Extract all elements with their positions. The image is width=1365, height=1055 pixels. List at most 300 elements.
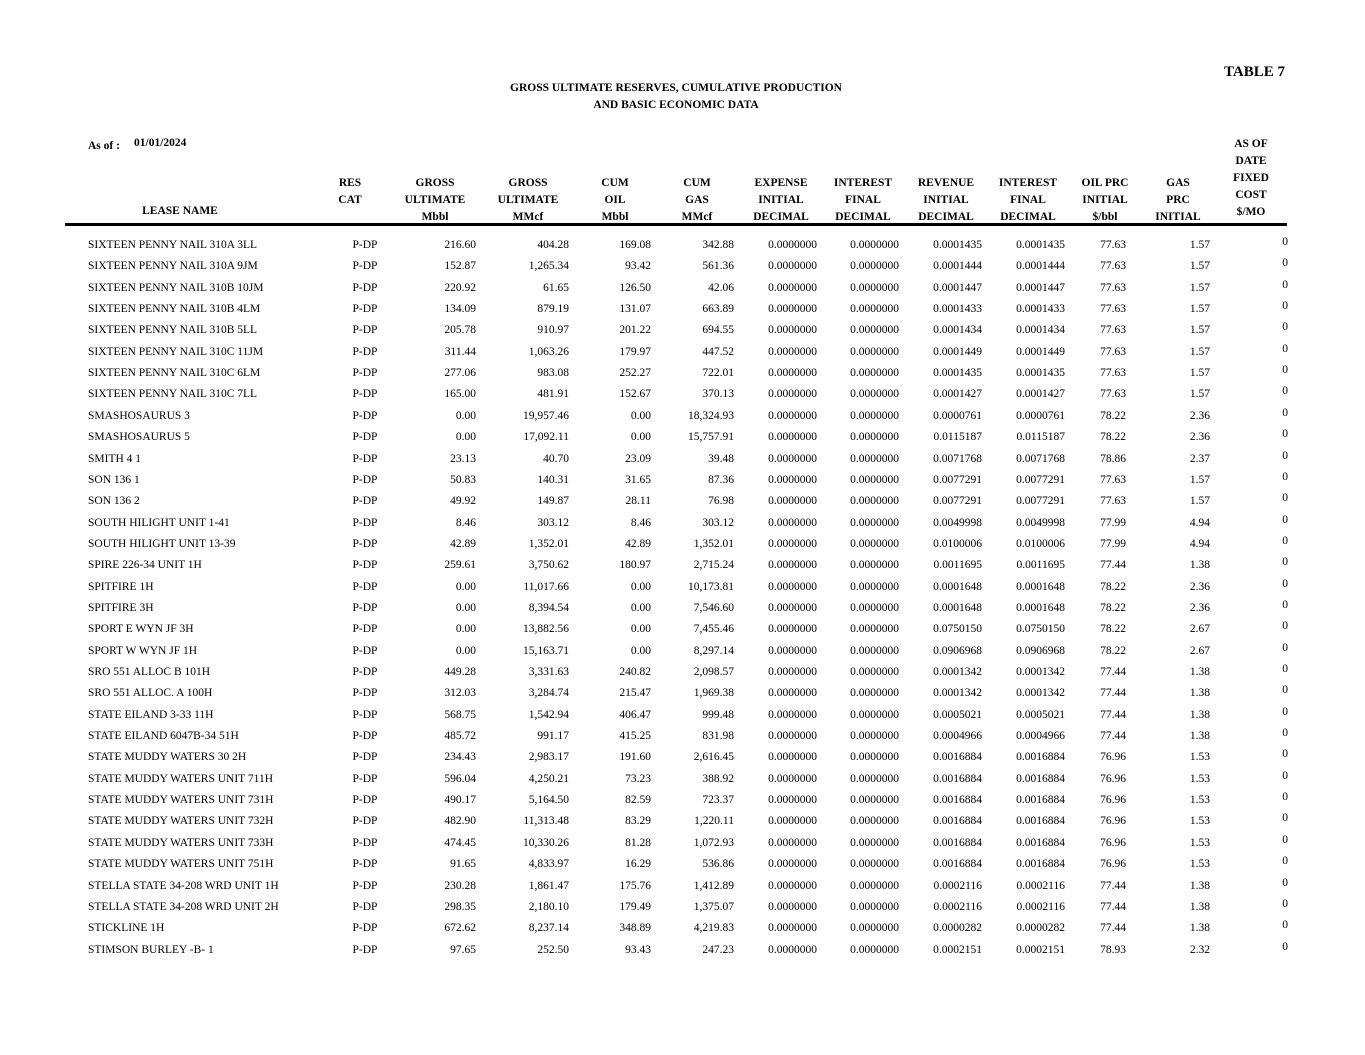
table-row xyxy=(0,814,1365,835)
cell-revenue-decimal: 0.0071768 xyxy=(933,452,982,465)
cell-interest-final-decimal: 0.0049998 xyxy=(1016,516,1065,529)
cell-gas-price: 1.38 xyxy=(1189,730,1210,743)
cell-interest-final-decimal: 0.0001449 xyxy=(1016,345,1065,358)
cell-interest-final-decimal: 0.0000761 xyxy=(1016,409,1065,422)
cell-res-cat: P-DP xyxy=(352,345,378,358)
cell-revenue-decimal: 0.0001434 xyxy=(933,324,982,337)
cell-fixed-cost: 0 xyxy=(1282,897,1288,910)
cell-fixed-cost: 0 xyxy=(1282,620,1288,633)
cell-cum-oil: 0.00 xyxy=(630,580,651,593)
cell-lease-name: SIXTEEN PENNY NAIL 310C 11JM xyxy=(88,345,264,358)
cell-res-cat: P-DP xyxy=(352,431,378,444)
cell-interest-final-decimal: 0.0016884 xyxy=(1016,815,1065,828)
header-oil-price: OIL PRC INITIAL $/bbl xyxy=(1081,177,1129,223)
cell-oil-price: 76.96 xyxy=(1100,836,1126,849)
cell-interest-final-decimal: 0.0001435 xyxy=(1016,367,1065,380)
cell-fixed-cost: 0 xyxy=(1282,598,1288,611)
cell-res-cat: P-DP xyxy=(352,751,378,764)
cell-fixed-cost: 0 xyxy=(1282,278,1288,291)
cell-interest-initial-decimal: 0.0000000 xyxy=(850,495,899,508)
cell-gross-ultimate-gas: 303.12 xyxy=(537,516,569,529)
cell-cum-gas: 388.92 xyxy=(702,772,734,785)
cell-gross-ultimate-oil: 298.35 xyxy=(444,900,476,913)
cell-gross-ultimate-oil: 596.04 xyxy=(444,772,476,785)
cell-interest-initial-decimal: 0.0000000 xyxy=(850,879,899,892)
cell-cum-oil: 175.76 xyxy=(619,879,651,892)
cell-gross-ultimate-oil: 672.62 xyxy=(444,922,476,935)
cell-cum-gas: 1,352.01 xyxy=(693,537,734,550)
cell-interest-initial-decimal: 0.0000000 xyxy=(850,324,899,337)
cell-gas-price: 1.38 xyxy=(1189,559,1210,572)
cell-gross-ultimate-gas: 1,542.94 xyxy=(528,708,569,721)
cell-res-cat: P-DP xyxy=(352,900,378,913)
cell-lease-name: SRO 551 ALLOC. A 100H xyxy=(88,687,213,700)
cell-res-cat: P-DP xyxy=(352,772,378,785)
cell-gross-ultimate-oil: 42.89 xyxy=(450,537,476,550)
cell-gas-price: 2.36 xyxy=(1189,431,1210,444)
cell-fixed-cost: 0 xyxy=(1282,257,1288,270)
cell-oil-price: 76.96 xyxy=(1100,751,1126,764)
cell-interest-initial-decimal: 0.0000000 xyxy=(850,580,899,593)
cell-gross-ultimate-gas: 11,313.48 xyxy=(523,815,569,828)
cell-gross-ultimate-gas: 5,164.50 xyxy=(528,794,569,807)
cell-oil-price: 76.96 xyxy=(1100,772,1126,785)
cell-gross-ultimate-oil: 234.43 xyxy=(444,751,476,764)
table-row xyxy=(0,940,1365,964)
cell-res-cat: P-DP xyxy=(352,922,378,935)
cell-gross-ultimate-oil: 50.83 xyxy=(450,473,476,486)
cell-cum-gas: 42.06 xyxy=(708,281,734,294)
cell-revenue-decimal: 0.0016884 xyxy=(933,772,982,785)
cell-lease-name: SMASHOSAURUS 5 xyxy=(88,431,190,444)
cell-gross-ultimate-oil: 97.65 xyxy=(450,943,476,956)
cell-oil-price: 77.63 xyxy=(1100,473,1126,486)
cell-interest-final-decimal: 0.0002116 xyxy=(1016,879,1065,892)
table-row xyxy=(0,876,1365,900)
cell-lease-name: STATE MUDDY WATERS UNIT 732H xyxy=(88,815,274,828)
cell-interest-initial-decimal: 0.0000000 xyxy=(850,751,899,764)
cell-interest-initial-decimal: 0.0000000 xyxy=(850,772,899,785)
cell-expense-decimal: 0.0000000 xyxy=(768,772,817,785)
cell-cum-gas: 18,324.93 xyxy=(688,409,734,422)
cell-gas-price: 1.57 xyxy=(1189,239,1210,251)
cell-interest-initial-decimal: 0.0000000 xyxy=(850,644,899,657)
cell-res-cat: P-DP xyxy=(352,516,378,529)
table-row xyxy=(0,641,1365,665)
cell-expense-decimal: 0.0000000 xyxy=(768,303,817,316)
cell-gross-ultimate-oil: 23.13 xyxy=(450,452,476,465)
cell-interest-final-decimal: 0.0001648 xyxy=(1016,601,1065,614)
cell-gas-price: 1.53 xyxy=(1189,836,1210,849)
cell-cum-gas: 87.36 xyxy=(708,473,734,486)
cell-lease-name: STATE EILAND 6047B-34 51H xyxy=(88,730,239,743)
cell-res-cat: P-DP xyxy=(352,794,378,807)
cell-gross-ultimate-gas: 15,163.71 xyxy=(523,644,569,657)
cell-expense-decimal: 0.0000000 xyxy=(768,345,817,358)
cell-fixed-cost: 0 xyxy=(1282,791,1288,804)
table-row xyxy=(0,750,1365,771)
cell-oil-price: 77.63 xyxy=(1100,388,1126,401)
cell-interest-final-decimal: 0.0100006 xyxy=(1016,537,1065,550)
cell-expense-decimal: 0.0000000 xyxy=(768,836,817,849)
cell-gross-ultimate-gas: 983.08 xyxy=(537,367,569,380)
cell-oil-price: 78.22 xyxy=(1100,409,1126,422)
cell-revenue-decimal: 0.0001342 xyxy=(933,666,982,678)
table-row xyxy=(0,430,1365,451)
cell-interest-final-decimal: 0.0077291 xyxy=(1016,495,1065,508)
cell-lease-name: SPORT E WYN JF 3H xyxy=(88,623,194,636)
cell-gas-price: 1.53 xyxy=(1189,772,1210,785)
cell-fixed-cost: 0 xyxy=(1282,385,1288,398)
cell-gross-ultimate-gas: 19,957.46 xyxy=(523,409,569,422)
cell-gross-ultimate-gas: 2,180.10 xyxy=(528,900,569,913)
cell-lease-name: SMASHOSAURUS 3 xyxy=(88,409,190,422)
cell-cum-oil: 406.47 xyxy=(619,708,651,721)
cell-lease-name: STATE MUDDY WATERS 30 2H xyxy=(88,751,247,764)
cell-interest-final-decimal: 0.0001342 xyxy=(1016,666,1065,678)
cell-gross-ultimate-gas: 991.17 xyxy=(537,730,569,743)
cell-revenue-decimal: 0.0077291 xyxy=(933,473,982,486)
cell-revenue-decimal: 0.0001435 xyxy=(933,239,982,251)
cell-interest-final-decimal: 0.0001434 xyxy=(1016,324,1065,337)
cell-gross-ultimate-oil: 165.00 xyxy=(444,388,476,401)
cell-oil-price: 78.22 xyxy=(1100,644,1126,657)
cell-revenue-decimal: 0.0016884 xyxy=(933,858,982,871)
cell-res-cat: P-DP xyxy=(352,666,378,678)
table-row xyxy=(0,342,1365,366)
cell-res-cat: P-DP xyxy=(352,559,378,572)
cell-expense-decimal: 0.0000000 xyxy=(768,239,817,251)
cell-interest-final-decimal: 0.0016884 xyxy=(1016,858,1065,871)
cell-interest-initial-decimal: 0.0000000 xyxy=(850,345,899,358)
cell-res-cat: P-DP xyxy=(352,409,378,422)
cell-revenue-decimal: 0.0100006 xyxy=(933,537,982,550)
cell-cum-oil: 93.42 xyxy=(625,260,651,273)
cell-res-cat: P-DP xyxy=(352,708,378,721)
cell-fixed-cost: 0 xyxy=(1282,812,1288,825)
cell-gas-price: 1.57 xyxy=(1189,345,1210,358)
cell-gross-ultimate-gas: 3,750.62 xyxy=(528,559,569,572)
cell-lease-name: SPITFIRE 3H xyxy=(88,601,154,614)
cell-gross-ultimate-gas: 4,833.97 xyxy=(528,858,569,871)
cell-gross-ultimate-oil: 277.06 xyxy=(444,367,476,380)
cell-gross-ultimate-gas: 10,330.26 xyxy=(523,836,569,849)
cell-cum-oil: 415.25 xyxy=(619,730,651,743)
table-row xyxy=(0,921,1365,942)
cell-revenue-decimal: 0.0049998 xyxy=(933,516,982,529)
cell-res-cat: P-DP xyxy=(352,879,378,892)
cell-oil-price: 78.22 xyxy=(1100,623,1126,636)
cell-revenue-decimal: 0.0000282 xyxy=(933,922,982,935)
cell-interest-initial-decimal: 0.0000000 xyxy=(850,260,899,273)
cell-interest-initial-decimal: 0.0000000 xyxy=(850,666,899,678)
cell-gross-ultimate-gas: 404.28 xyxy=(537,239,569,251)
cell-interest-final-decimal: 0.0002116 xyxy=(1016,900,1065,913)
cell-gross-ultimate-gas: 149.87 xyxy=(537,495,569,508)
cell-res-cat: P-DP xyxy=(352,303,378,316)
cell-oil-price: 77.44 xyxy=(1100,922,1126,935)
cell-cum-oil: 126.50 xyxy=(619,281,651,294)
cell-gas-price: 1.57 xyxy=(1189,388,1210,401)
cell-lease-name: SOUTH HILIGHT UNIT 1-41 xyxy=(88,516,230,529)
cell-cum-oil: 348.89 xyxy=(619,922,651,935)
cell-expense-decimal: 0.0000000 xyxy=(768,537,817,550)
cell-interest-initial-decimal: 0.0000000 xyxy=(850,836,899,849)
cell-cum-oil: 8.46 xyxy=(630,516,651,529)
table-row xyxy=(0,857,1365,878)
table-row xyxy=(0,558,1365,579)
cell-gas-price: 1.57 xyxy=(1189,495,1210,508)
cell-expense-decimal: 0.0000000 xyxy=(768,623,817,636)
cell-fixed-cost: 0 xyxy=(1282,684,1288,697)
cell-expense-decimal: 0.0000000 xyxy=(768,431,817,444)
cell-fixed-cost: 0 xyxy=(1282,342,1288,355)
cell-interest-initial-decimal: 0.0000000 xyxy=(850,409,899,422)
cell-interest-final-decimal: 0.0001444 xyxy=(1016,260,1065,273)
cell-revenue-decimal: 0.0016884 xyxy=(933,794,982,807)
cell-res-cat: P-DP xyxy=(352,452,378,465)
cell-interest-initial-decimal: 0.0000000 xyxy=(850,601,899,614)
cell-interest-final-decimal: 0.0002151 xyxy=(1016,943,1065,956)
cell-expense-decimal: 0.0000000 xyxy=(768,367,817,380)
cell-oil-price: 76.96 xyxy=(1100,815,1126,828)
cell-interest-initial-decimal: 0.0000000 xyxy=(850,900,899,913)
cell-gas-price: 1.38 xyxy=(1189,900,1210,913)
cell-gas-price: 1.57 xyxy=(1189,324,1210,337)
cell-revenue-decimal: 0.0001427 xyxy=(933,388,982,401)
report-title-line-1: GROSS ULTIMATE RESERVES, CUMULATIVE PRODUCTION xyxy=(510,82,842,94)
cell-expense-decimal: 0.0000000 xyxy=(768,516,817,529)
cell-cum-gas: 10,173.81 xyxy=(688,580,734,593)
cell-expense-decimal: 0.0000000 xyxy=(768,388,817,401)
cell-revenue-decimal: 0.0001648 xyxy=(933,580,982,593)
cell-res-cat: P-DP xyxy=(352,388,378,401)
cell-res-cat: P-DP xyxy=(352,281,378,294)
cell-res-cat: P-DP xyxy=(352,239,378,251)
cell-cum-oil: 0.00 xyxy=(630,601,651,614)
cell-gross-ultimate-oil: 0.00 xyxy=(455,409,476,422)
cell-oil-price: 77.44 xyxy=(1100,900,1126,913)
cell-interest-initial-decimal: 0.0000000 xyxy=(850,473,899,486)
cell-lease-name: STATE MUDDY WATERS UNIT 733H xyxy=(88,836,274,849)
cell-fixed-cost: 0 xyxy=(1282,513,1288,526)
cell-cum-oil: 28.11 xyxy=(625,495,651,508)
cell-interest-final-decimal: 0.0001447 xyxy=(1016,281,1065,294)
cell-cum-oil: 0.00 xyxy=(630,409,651,422)
cell-cum-oil: 0.00 xyxy=(630,623,651,636)
cell-oil-price: 77.44 xyxy=(1100,708,1126,721)
cell-gross-ultimate-gas: 140.31 xyxy=(537,473,569,486)
cell-res-cat: P-DP xyxy=(352,815,378,828)
cell-fixed-cost: 0 xyxy=(1282,406,1288,419)
cell-cum-gas: 2,098.57 xyxy=(693,666,734,678)
cell-interest-initial-decimal: 0.0000000 xyxy=(850,623,899,636)
cell-interest-final-decimal: 0.0005021 xyxy=(1016,708,1065,721)
cell-cum-gas: 7,546.60 xyxy=(693,601,734,614)
cell-cum-oil: 93.43 xyxy=(625,943,651,956)
table-row xyxy=(0,366,1365,387)
cell-expense-decimal: 0.0000000 xyxy=(768,730,817,743)
cell-gross-ultimate-gas: 3,331.63 xyxy=(528,666,569,678)
header-gross-ultimate-oil: GROSS ULTIMATE Mbbl xyxy=(404,177,466,223)
cell-revenue-decimal: 0.0001447 xyxy=(933,281,982,294)
cell-gross-ultimate-oil: 482.90 xyxy=(444,815,476,828)
cell-fixed-cost: 0 xyxy=(1282,236,1288,248)
cell-interest-initial-decimal: 0.0000000 xyxy=(850,730,899,743)
cell-interest-final-decimal: 0.0016884 xyxy=(1016,772,1065,785)
cell-res-cat: P-DP xyxy=(352,601,378,614)
cell-res-cat: P-DP xyxy=(352,580,378,593)
cell-lease-name: SIXTEEN PENNY NAIL 310A 9JM xyxy=(88,260,258,273)
cell-res-cat: P-DP xyxy=(352,836,378,849)
cell-revenue-decimal: 0.0016884 xyxy=(933,836,982,849)
cell-expense-decimal: 0.0000000 xyxy=(768,324,817,337)
cell-res-cat: P-DP xyxy=(352,260,378,273)
cell-gross-ultimate-oil: 220.92 xyxy=(444,281,476,294)
cell-interest-final-decimal: 0.0004966 xyxy=(1016,730,1065,743)
cell-interest-initial-decimal: 0.0000000 xyxy=(850,708,899,721)
cell-gross-ultimate-gas: 481.91 xyxy=(537,388,569,401)
cell-oil-price: 77.44 xyxy=(1100,687,1126,700)
table-row xyxy=(0,705,1365,729)
cell-oil-price: 78.86 xyxy=(1100,452,1126,465)
cell-cum-gas: 39.48 xyxy=(708,452,734,465)
cell-gross-ultimate-oil: 0.00 xyxy=(455,601,476,614)
cell-gross-ultimate-oil: 49.92 xyxy=(450,495,476,508)
table-row xyxy=(0,534,1365,558)
table-row xyxy=(0,769,1365,793)
cell-expense-decimal: 0.0000000 xyxy=(768,559,817,572)
cell-cum-oil: 16.29 xyxy=(625,858,651,871)
header-revenue: REVENUE INITIAL DECIMAL xyxy=(917,177,975,223)
table-row xyxy=(0,793,1365,814)
cell-cum-oil: 82.59 xyxy=(625,794,651,807)
cell-revenue-decimal: 0.0004966 xyxy=(933,730,982,743)
cell-revenue-decimal: 0.0005021 xyxy=(933,708,982,721)
cell-oil-price: 76.96 xyxy=(1100,794,1126,807)
cell-gross-ultimate-gas: 4,250.21 xyxy=(528,772,569,785)
cell-interest-final-decimal: 0.0001342 xyxy=(1016,687,1065,700)
cell-fixed-cost: 0 xyxy=(1282,748,1288,761)
cell-lease-name: SIXTEEN PENNY NAIL 310B 5LL xyxy=(88,324,258,337)
header-fixed-cost: AS OF DATE FIXED COST $/MO xyxy=(1233,138,1269,218)
cell-gross-ultimate-oil: 91.65 xyxy=(450,858,476,871)
cell-revenue-decimal: 0.0001444 xyxy=(933,260,982,273)
cell-gross-ultimate-gas: 910.97 xyxy=(537,324,569,337)
cell-gross-ultimate-gas: 17,092.11 xyxy=(523,431,569,444)
cell-expense-decimal: 0.0000000 xyxy=(768,794,817,807)
cell-gross-ultimate-oil: 312.03 xyxy=(444,687,476,700)
table-row xyxy=(0,406,1365,430)
cell-res-cat: P-DP xyxy=(352,495,378,508)
header-interest-initial: INTEREST FINAL DECIMAL xyxy=(833,177,893,223)
cell-gross-ultimate-oil: 490.17 xyxy=(444,794,476,807)
table-row xyxy=(0,278,1365,302)
table-row xyxy=(0,323,1365,344)
cell-fixed-cost: 0 xyxy=(1282,470,1288,483)
cell-lease-name: SIXTEEN PENNY NAIL 310B 4LM xyxy=(88,303,261,316)
cell-cum-gas: 1,375.07 xyxy=(693,900,734,913)
cell-interest-final-decimal: 0.0001427 xyxy=(1016,388,1065,401)
cell-fixed-cost: 0 xyxy=(1282,940,1288,953)
cell-cum-gas: 694.55 xyxy=(702,324,734,337)
cell-expense-decimal: 0.0000000 xyxy=(768,644,817,657)
cell-cum-gas: 2,616.45 xyxy=(693,751,734,764)
cell-expense-decimal: 0.0000000 xyxy=(768,260,817,273)
cell-cum-gas: 447.52 xyxy=(702,345,734,358)
cell-gas-price: 1.38 xyxy=(1189,922,1210,935)
cell-gross-ultimate-gas: 11,017.66 xyxy=(523,580,569,593)
cell-cum-oil: 131.07 xyxy=(619,303,651,316)
cell-interest-initial-decimal: 0.0000000 xyxy=(850,687,899,700)
cell-cum-oil: 240.82 xyxy=(619,666,651,678)
cell-gas-price: 1.53 xyxy=(1189,794,1210,807)
cell-fixed-cost: 0 xyxy=(1282,876,1288,889)
cell-gas-price: 2.36 xyxy=(1189,601,1210,614)
cell-lease-name: SOUTH HILIGHT UNIT 13-39 xyxy=(88,537,236,550)
cell-revenue-decimal: 0.0016884 xyxy=(933,815,982,828)
cell-lease-name: STICKLINE 1H xyxy=(88,922,165,935)
cell-gas-price: 2.36 xyxy=(1189,580,1210,593)
header-interest-final: INTEREST FINAL DECIMAL xyxy=(998,177,1058,223)
cell-gas-price: 1.57 xyxy=(1189,473,1210,486)
cell-expense-decimal: 0.0000000 xyxy=(768,452,817,465)
cell-cum-oil: 152.67 xyxy=(619,388,651,401)
cell-res-cat: P-DP xyxy=(352,730,378,743)
cell-revenue-decimal: 0.0906968 xyxy=(933,644,982,657)
cell-oil-price: 78.22 xyxy=(1100,431,1126,444)
cell-interest-final-decimal: 0.0016884 xyxy=(1016,751,1065,764)
cell-cum-oil: 81.28 xyxy=(625,836,651,849)
cell-lease-name: SIXTEEN PENNY NAIL 310C 6LM xyxy=(88,367,261,380)
cell-cum-gas: 303.12 xyxy=(702,516,734,529)
cell-fixed-cost: 0 xyxy=(1282,556,1288,569)
cell-cum-oil: 0.00 xyxy=(630,431,651,444)
cell-gross-ultimate-gas: 2,983.17 xyxy=(528,751,569,764)
cell-interest-final-decimal: 0.0001433 xyxy=(1016,303,1065,316)
cell-interest-initial-decimal: 0.0000000 xyxy=(850,537,899,550)
cell-expense-decimal: 0.0000000 xyxy=(768,495,817,508)
cell-cum-oil: 73.23 xyxy=(625,772,651,785)
cell-expense-decimal: 0.0000000 xyxy=(768,580,817,593)
cell-gross-ultimate-oil: 568.75 xyxy=(444,708,476,721)
cell-fixed-cost: 0 xyxy=(1282,855,1288,868)
cell-lease-name: SIXTEEN PENNY NAIL 310B 10JM xyxy=(88,281,264,294)
cell-oil-price: 76.96 xyxy=(1100,858,1126,871)
cell-res-cat: P-DP xyxy=(352,537,378,550)
cell-gross-ultimate-gas: 3,284.74 xyxy=(528,687,569,700)
cell-oil-price: 78.93 xyxy=(1100,943,1126,956)
table-row xyxy=(0,598,1365,622)
cell-interest-initial-decimal: 0.0000000 xyxy=(850,367,899,380)
cell-revenue-decimal: 0.0002116 xyxy=(933,900,982,913)
cell-cum-gas: 8,297.14 xyxy=(693,644,734,657)
cell-gross-ultimate-gas: 61.65 xyxy=(543,281,569,294)
cell-cum-gas: 663.89 xyxy=(702,303,734,316)
table-row xyxy=(0,686,1365,707)
cell-cum-gas: 1,220.11 xyxy=(694,815,734,828)
table-row xyxy=(0,897,1365,921)
header-cum-oil: CUM OIL Mbbl xyxy=(601,177,629,223)
cell-cum-gas: 536.86 xyxy=(702,858,734,871)
cell-gross-ultimate-oil: 216.60 xyxy=(444,239,476,251)
cell-oil-price: 77.63 xyxy=(1100,303,1126,316)
table-row xyxy=(0,577,1365,601)
cell-gas-price: 1.57 xyxy=(1189,303,1210,316)
cell-cum-oil: 0.00 xyxy=(630,644,651,657)
cell-cum-gas: 999.48 xyxy=(702,708,734,721)
cell-fixed-cost: 0 xyxy=(1282,449,1288,462)
